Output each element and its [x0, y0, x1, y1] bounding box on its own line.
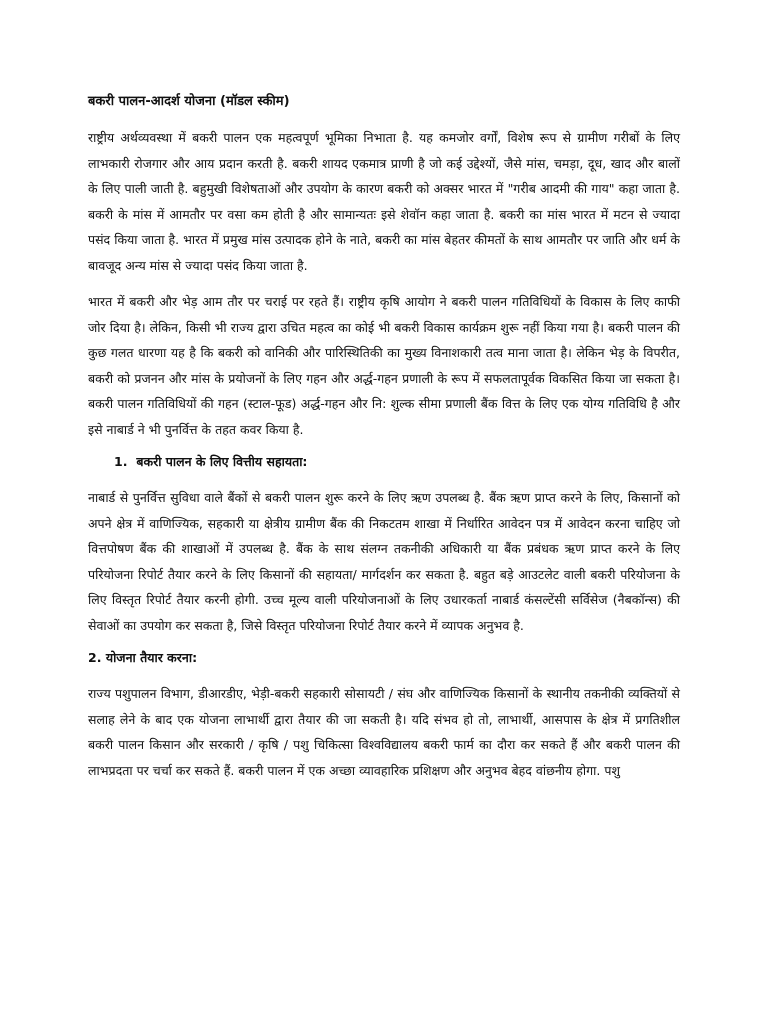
- section-1-title: बकरी पालन के लिए वित्तीय सहायता:: [136, 454, 308, 469]
- document-title: बकरी पालन-आदर्श योजना (मॉडल स्कीम): [88, 94, 290, 109]
- section-2-heading: [88, 649, 680, 667]
- section-2-paragraph: राज्य पशुपालन विभाग, डीआरडीए, भेड़ी-बकरी सहकारी सोसायटी / संघ और वाणिज्यिक किसानों के स्थानीय तकनीकी व्यक्तियों से सलाह लेने के बाद एक योजना लाभार्थी द्वारा तैयार की जा सकती है। यदि संभव हो तो, लाभार्थी, आसपास के क्षेत्र में प्रगतिशील बकरी पालन किसान और सरकारी / कृषि / पशु चिकित्सा विश्वविद्यालय बकरी फार्म का दौरा कर सकते हैं और बकरी पालन की लाभप्रदता पर चर्चा कर सकते हैं. बकरी पालन में एक अच्छा व्यावहारिक प्रशिक्षण और अनुभव बेहद वांछनीय होगा. पशु: [88, 686, 680, 778]
- section-1-heading: [88, 453, 680, 471]
- document-body: [88, 93, 680, 794]
- section-1-paragraph: नाबार्ड से पुनर्वित्त सुविधा वाले बैंकों से बकरी पालन शुरू करने के लिए ऋण उपलब्ध है. बैंक ऋण प्राप्त करने के लिए, किसानों को अपने क्षेत्र में वाणिज्यिक, सहकारी या क्षेत्रीय ग्रामीण बैंक की निकटतम शाखा में निर्धारित आवेदन पत्र में आवेदन करना चाहिए जो वित्तपोषण बैंक की शाखाओं में उपलब्ध है. बैंक के साथ संलग्न तकनीकी अधिकारी या बैंक प्रबंधक ऋण प्राप्त करने के लिए परियोजना रिपोर्ट तैयार करने के लिए किसानों की सहायता/ मार्गदर्शन कर सकता है. बहुत बड़े आउटलेट वाली बकरी परियोजना के लिए विस्तृत रिपोर्ट तैयार करनी होगी. उच्च मूल्य वाली परियोजनाओं के लिए उधारकर्ता नाबार्ड कंसल्टेंसी सर्विसेज (नैबकॉन्स) की सेवाओं का उपयोग कर सकता है, जिसे विस्तृत परियोजना रिपोर्ट तैयार करने में व्यापक अनुभव है.: [88, 490, 680, 633]
- section-1-number: 1.: [114, 454, 128, 469]
- section-2-title: योजना तैयार करना:: [105, 650, 198, 665]
- second-paragraph: भारत में बकरी और भेड़ आम तौर पर चराई पर रहते हैं। राष्ट्रीय कृषि आयोग ने बकरी पालन गतिविधियों के विकास के लिए काफी जोर दिया है। लेकिन, किसी भी राज्य द्वारा उचित महत्व का कोई भी बकरी विकास कार्यक्रम शुरू नहीं किया गया है। बकरी पालन की कुछ गलत धारणा यह है कि बकरी को वानिकी और पारिस्थितिकी का मुख्य विनाशकारी तत्व माना जाता है। लेकिन भेड़ के विपरीत, बकरी को प्रजनन और मांस के प्रयोजनों के लिए गहन और अर्द्ध-गहन प्रणाली के रूप में सफलतापूर्वक विकसित किया जा सकता है। बकरी पालन गतिविधियों की गहन (स्टाल-फूड) अर्द्ध-गहन और नि: शुल्क सीमा प्रणाली बैंक वित्त के लिए एक योग्य गतिविधि है और इसे नाबार्ड ने भी पुनर्वित्त के तहत कवर किया है.: [88, 294, 680, 437]
- section-2-number: 2.: [88, 650, 102, 665]
- intro-paragraph: राष्ट्रीय अर्थव्यवस्था में बकरी पालन एक महत्वपूर्ण भूमिका निभाता है. यह कमजोर वर्गों, विशेष रूप से ग्रामीण गरीबों के लिए लाभकारी रोजगार और आय प्रदान करती है. बकरी शायद एकमात्र प्राणी है जो कई उद्देश्यों, जैसे मांस, चमड़ा, दूध, खाद और बालों के लिए पाली जाती है. बहुमुखी विशेषताओं और उपयोग के कारण बकरी को अक्सर भारत में "गरीब आदमी की गाय" कहा जाता है. बकरी के मांस में आमतौर पर वसा कम होती है और सामान्यतः इसे शेवॉन कहा जाता है. बकरी का मांस भारत में मटन से ज्यादा पसंद किया जाता है. भारत में प्रमुख मांस उत्पादक होने के नाते, बकरी का मांस बेहतर कीमतों के साथ आमतौर पर जाति और धर्म के बावजूद अन्य मांस से ज्यादा पसंद किया जाता है.: [88, 130, 680, 273]
